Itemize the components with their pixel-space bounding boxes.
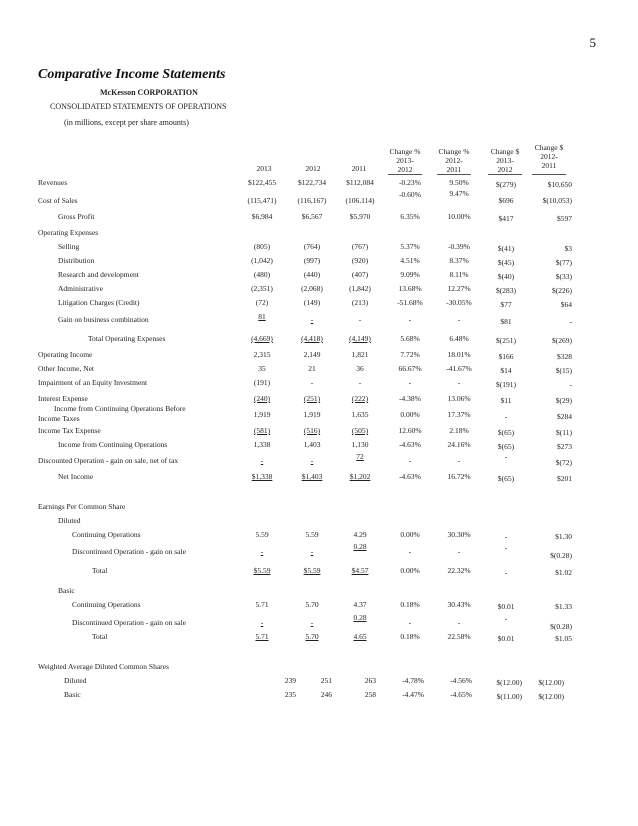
cell-d2: $64 [560,300,572,309]
cell-y11: 4.29 [353,530,367,539]
cell-y13: - [260,456,264,465]
table-row [0,350,638,360]
row-label: Discounted Operation - gain on sale, net of tax [38,456,179,465]
cell-y13: (191) [253,378,271,387]
row-label: Net Income [58,472,94,481]
cell-d1: - [504,614,508,623]
cell-y12: (997) [303,256,321,265]
cell-p1: -0.60% [399,190,421,199]
table-row [0,613,638,631]
cell-y13: $5.59 [253,566,271,575]
cell-d2: $(15) [555,366,572,375]
cell-y11: (222) [351,394,369,403]
table-row [0,662,638,672]
cell-p2: - [457,618,461,627]
cell-d2: $3 [564,244,572,253]
row-label: Continuing Operations [72,530,141,539]
row-label: Operating Expenses [38,228,99,237]
row-label: Income from Continuing Operations [58,440,168,449]
cell-y12: (149) [303,298,321,307]
table-row [0,472,638,482]
row-label: Cost of Sales [38,196,78,205]
row-label: Continuing Operations [72,600,141,609]
cell-d2: $(33) [555,272,572,281]
cell-p2: 8.11% [449,270,469,279]
cell-y13: 5.71 [255,632,269,641]
cell-d1: $14 [500,366,512,375]
row-label: Administrative [58,284,103,293]
cell-d2: $(0.28) [550,622,572,631]
cell-y13: (581) [253,426,271,435]
cell-y13: 35 [258,364,266,373]
row-label: Income from Continuing Operations Before [54,404,186,413]
table-row [0,270,638,280]
row-label: Revenues [38,178,68,187]
cell-y11: (767) [351,242,369,251]
statement-subtitle: CONSOLIDATED STATEMENTS OF OPERATIONS [50,102,227,111]
table-row [0,189,638,206]
cell-d2: $(12.00) [538,678,564,687]
cell-d2: $284 [557,412,572,421]
cell-d2: $(226) [552,286,572,295]
row-label: Interest Expense [38,394,88,403]
cell-p1: -0.23% [399,178,421,187]
cell-y12: - [310,456,314,465]
cell-d2: - [569,317,572,326]
row-label: Selling [58,242,80,251]
row-label: Impairment of an Equity Investment [38,378,148,387]
cell-y11: $112,084 [346,178,374,187]
cell-p2: 10.00% [447,212,471,221]
row-label: Discontinued Operation - gain on sale [72,547,186,556]
table-row [0,600,638,610]
cell-y12: (116,167) [297,196,327,205]
cell-y12: - [310,547,314,556]
cell-p2: 17.37% [447,410,471,419]
cell-y11: (1,842) [349,284,371,293]
cell-d2: $(72) [555,458,572,467]
cell-d1: $(65) [497,442,515,451]
table-row [0,178,638,188]
cell-d1: $77 [500,300,512,309]
cell-y12: 5.59 [305,530,319,539]
cell-y11: (920) [351,256,369,265]
cell-p2: 12.27% [447,284,471,293]
cell-d1: $(12.00) [496,678,522,687]
cell-p2: - [457,547,461,556]
cell-y12: (764) [303,242,321,251]
row-label: Total [92,632,108,641]
cell-y13: - [260,618,264,627]
row-label: Total Operating Expenses [88,334,166,343]
cell-y11: - [358,378,362,387]
cell-p2: 30.43% [447,600,471,609]
cell-d1: $(191) [496,380,516,389]
cell-y12: (251) [303,394,321,403]
row-label: Weighted Average Diluted Common Shares [38,662,169,671]
cell-d2: $1.30 [555,532,572,541]
cell-y12: 251 [320,676,332,685]
cell-y11: 1,821 [351,350,369,359]
units-note: (in millions, except per share amounts) [64,118,189,127]
cell-y12: 5.70 [305,632,319,641]
header-change-usd-2013-2012: Change $ 2013- 2012 [490,147,520,174]
cell-p2: 22.32% [447,566,471,575]
cell-p2: 22.58% [447,632,471,641]
header-underline [532,174,566,175]
table-row [0,298,638,308]
cell-p2: 2.18% [449,426,469,435]
cell-d2: $(12.00) [538,692,564,701]
cell-p1: - [408,456,412,465]
cell-d1: $(45) [497,258,515,267]
cell-d1: $(65) [497,474,515,483]
cell-y11: 263 [364,676,376,685]
cell-p1: 7.72% [400,350,420,359]
cell-d1: - [504,543,508,552]
cell-y13: (72) [255,298,269,307]
table-row [0,394,638,404]
cell-d1: $81 [500,317,512,326]
cell-y13: (2,351) [251,284,273,293]
cell-p1: 13.68% [398,284,422,293]
cell-y11: 1,130 [351,440,369,449]
cell-d2: $(29) [555,396,572,405]
cell-p2: - [457,378,461,387]
table-row [0,502,638,512]
cell-d2: $1.02 [555,568,572,577]
table-row [0,364,638,374]
cell-d1: $(40) [497,272,515,281]
cell-d2: $273 [557,442,572,451]
cell-p2: -30.05% [446,298,472,307]
table-row [0,426,638,436]
row-label: Distribution [58,256,95,265]
cell-d1: $(251) [496,336,516,345]
row-label: Total [92,566,108,575]
cell-p2: 8.37% [449,256,469,265]
cell-p2: -4.56% [450,676,472,685]
header-2012: 2012 [305,164,321,173]
cell-p1: 0.00% [400,566,420,575]
row-label: Discontinued Operation - gain on sale [72,618,186,627]
row-label: Diluted [64,676,87,685]
cell-y11: 36 [356,364,364,373]
cell-d2: $(269) [552,336,572,345]
cell-y11: $1,202 [349,472,371,481]
cell-y12: - [310,618,314,627]
cell-p1: - [408,378,412,387]
row-label: Diluted [58,516,81,525]
cell-y13: 5.59 [255,530,269,539]
table-row [0,542,638,560]
cell-p2: 16.72% [447,472,471,481]
cell-y11: 0.28 [353,613,367,622]
cell-y13: 2,315 [253,350,271,359]
cell-y12: - [310,378,314,387]
cell-y11: 4.37 [353,600,367,609]
header-2013: 2013 [256,164,272,173]
header-underline [488,174,522,175]
cell-p1: 5.68% [400,334,420,343]
cell-y12: 246 [320,690,332,699]
row-label: Basic [64,690,81,699]
cell-y13: (480) [253,270,271,279]
cell-p1: -4.63% [399,440,421,449]
cell-y12: 1,403 [303,440,321,449]
document-title: Comparative Income Statements [38,67,226,82]
table-row [0,242,638,252]
cell-p1: -4.63% [399,472,421,481]
table-row [0,690,638,700]
header-change-pct-2013-2012: Change % 2013- 2012 [389,147,421,174]
cell-y13: $1,338 [251,472,273,481]
cell-d1: $(279) [496,180,516,189]
cell-p1: - [408,315,412,324]
cell-y13: $6,984 [251,212,273,221]
cell-d1: $696 [498,196,514,205]
cell-y13: 235 [284,690,296,699]
cell-y11: $4.57 [351,566,369,575]
cell-d2: $201 [557,474,572,483]
cell-y11: - [358,315,362,324]
cell-p2: 6.48% [449,334,469,343]
cell-y12: 1,919 [303,410,321,419]
cell-y11: 4.65 [353,632,367,641]
cell-d2: $10,650 [547,180,572,189]
cell-y13: 1,919 [253,410,271,419]
row-label-continued: Income Taxes [38,414,80,423]
cell-y12: (4,418) [301,334,323,343]
table-row [0,516,638,526]
table-row [0,632,638,642]
cell-p1: - [408,618,412,627]
row-label: Gain on business combination [58,315,149,324]
table-row [0,452,638,467]
cell-p2: 9.50% [449,178,469,187]
cell-p1: 0.00% [400,410,420,419]
cell-y13: 239 [284,676,296,685]
cell-y12: $5.59 [303,566,321,575]
cell-y11: (4,149) [349,334,371,343]
cell-p1: 9.09% [400,270,420,279]
row-label: Other Income, Net [38,364,95,373]
cell-d2: $(10,053) [542,196,572,205]
cell-d2: $(77) [555,258,572,267]
cell-d2: $(11) [556,428,572,437]
cell-p2: - [457,456,461,465]
cell-p1: 0.00% [400,530,420,539]
cell-d2: $(0.28) [550,551,572,560]
cell-y12: (440) [303,270,321,279]
cell-y11: (505) [351,426,369,435]
cell-d1: $(283) [496,286,516,295]
cell-d2: $597 [557,214,572,223]
cell-p1: -4.78% [402,676,424,685]
cell-d1: - [504,532,508,541]
cell-y11: $5,970 [349,212,371,221]
cell-y11: 1,635 [351,410,369,419]
cell-d1: $(65) [497,428,515,437]
cell-y12: 2,149 [303,350,321,359]
cell-y11: 258 [364,690,376,699]
cell-d2: $1.05 [555,634,572,643]
cell-p1: - [408,547,412,556]
table-row [0,440,638,450]
cell-p1: 0.18% [400,632,420,641]
row-label: Research and development [58,270,139,279]
cell-p2: -4.65% [450,690,472,699]
cell-y11: 0.28 [353,542,367,551]
cell-y13: (4,669) [251,334,273,343]
cell-y12: 21 [308,364,316,373]
cell-p1: 5.37% [400,242,420,251]
table-row [0,334,638,344]
cell-p2: -0.39% [448,242,470,251]
table-row [0,530,638,540]
table-row [0,586,638,596]
cell-p1: -4.38% [399,394,421,403]
cell-y12: $1,403 [301,472,323,481]
cell-d1: $(41) [497,244,515,253]
cell-p1: 66.67% [398,364,422,373]
cell-p2: 24.16% [447,440,471,449]
cell-d1: $166 [498,352,514,361]
cell-p1: 4.51% [400,256,420,265]
cell-d1: - [504,412,508,421]
cell-p2: - [457,315,461,324]
row-label: Basic [58,586,75,595]
cell-y11: (106,114) [345,196,375,205]
cell-y13: (240) [253,394,271,403]
cell-p2: 13.06% [447,394,471,403]
cell-y13: 81 [258,312,266,321]
row-label: Operating Income [38,350,93,359]
header-2011: 2011 [351,164,367,173]
header-underline [437,174,471,175]
table-row [0,566,638,576]
cell-y13: 1,338 [253,440,271,449]
table-row [0,378,638,388]
header-change-usd-2012-2011: Change $ 2012- 2011 [534,143,564,170]
cell-y13: (1,042) [251,256,273,265]
cell-p1: 12.60% [398,426,422,435]
cell-d1: $(11.00) [496,692,522,701]
cell-y12: $6,567 [301,212,323,221]
cell-y12: (2,068) [301,284,323,293]
cell-y13: (805) [253,242,271,251]
cell-p1: -4.47% [402,690,424,699]
cell-d1: - [504,452,508,461]
table-row [0,212,638,222]
table-row [0,312,638,326]
row-label: Gross Profit [58,212,95,221]
cell-d1: - [504,568,508,577]
cell-y13: - [260,547,264,556]
cell-y12: 5.70 [305,600,319,609]
cell-y12: - [310,315,314,324]
cell-d1: $0.01 [497,602,515,611]
cell-y11: (407) [351,270,369,279]
company-name: McKesson CORPORATION [100,88,198,97]
cell-d2: $1.33 [555,602,572,611]
cell-d1: $417 [498,214,514,223]
cell-d2: - [569,380,572,389]
cell-d1: $0.01 [497,634,515,643]
cell-p1: -51.68% [397,298,423,307]
table-row [0,284,638,294]
cell-y13: 5.71 [255,600,269,609]
cell-p1: 6.35% [400,212,420,221]
page-number: 5 [589,35,596,50]
cell-y12: (516) [303,426,321,435]
cell-d2: $328 [557,352,572,361]
table-row [0,404,638,423]
cell-d1: $11 [500,396,512,405]
cell-p2: 30.30% [447,530,471,539]
header-underline [388,174,422,175]
cell-y13: (115,471) [247,196,277,205]
cell-p2: 18.01% [447,350,471,359]
cell-p2: 9.47% [449,189,469,198]
cell-y13: $122,455 [247,178,277,187]
cell-y12: $122,734 [297,178,327,187]
cell-p2: -41.67% [446,364,472,373]
cell-p1: 0.18% [400,600,420,609]
cell-y11: 72 [356,452,364,461]
table-row [0,256,638,266]
table-row [0,676,638,686]
table-row [0,228,638,238]
row-label: Earnings Per Common Share [38,502,126,511]
header-change-pct-2012-2011: Change % 2012- 2011 [438,147,470,174]
row-label: Income Tax Expense [38,426,101,435]
cell-y11: (213) [351,298,369,307]
row-label: Litigation Charges (Credit) [58,298,140,307]
